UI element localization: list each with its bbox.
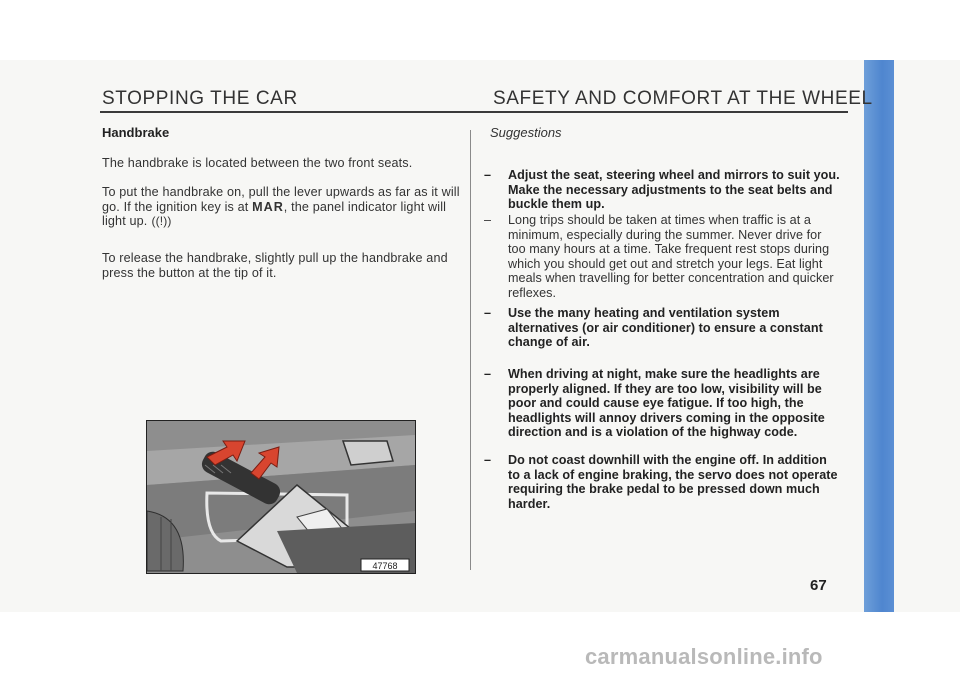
suggestion-text: Long trips should be taken at times when traffic is at a minimum, especially during the summer. Never drive for too many hours at a time. Take frequent rest stops during which you should get out and stretch your legs. Eat light meals when travelling for better concentration and quicker reflexes. <box>508 213 834 300</box>
page-number: 67 <box>810 577 827 594</box>
column-divider <box>470 130 471 570</box>
handbrake-location-paragraph: The handbrake is located between the two front seats. <box>102 156 413 170</box>
bullet-dash: – <box>484 213 492 227</box>
handbrake-release-paragraph: To release the handbrake, slightly pull up the handbrake and press the button at the tip of it. <box>102 251 448 280</box>
suggestion-text: Adjust the seat, steering wheel and mirrors to suit you. Make the necessary adjustments to the seat belts and buckle them up. <box>508 168 840 212</box>
bullet-dash: – <box>484 306 492 320</box>
apply-text-1: To put the handbrake on, pull the lever upwards as far as it will go. If the ignition key is at <box>102 185 460 214</box>
suggestion-text: When driving at night, make sure the headlights are properly aligned. If they are too low, visibility will be poor and could cause eye fatigue. If too high, the headlights will annoy drivers coming in the opposite direction and is a violation of the highway code. <box>508 367 825 440</box>
suggestion-item <box>484 453 842 511</box>
handbrake-drawing <box>147 421 415 573</box>
header-rule <box>100 111 848 113</box>
bullet-dash: – <box>484 367 492 381</box>
suggestion-item <box>484 213 842 301</box>
suggestion-text: Use the many heating and ventilation system alternatives (or air conditioner) to ensure a constant change of air. <box>508 306 823 350</box>
suggestion-text: Do not coast downhill with the engine off. In addition to a lack of engine braking, the servo does not operate requiring the brake pedal to be pressed down much harder. <box>508 453 838 511</box>
section-title-right: SAFETY AND COMFORT AT THE WHEEL <box>493 88 873 109</box>
handbrake-apply-paragraph <box>102 185 462 229</box>
section-title-left: STOPPING THE CAR <box>102 88 298 109</box>
ignition-position-mar: MAR <box>252 199 284 214</box>
suggestions-heading: Suggestions <box>490 125 562 140</box>
suggestion-item <box>484 168 842 212</box>
suggestion-item <box>484 306 842 350</box>
handbrake-illustration <box>146 420 416 574</box>
suggestion-item <box>484 367 842 440</box>
brake-warning-icon: ((!)) <box>151 214 172 229</box>
apply-text-2: , the panel indicator light will light up. <box>102 199 447 229</box>
figure-code: 47768 <box>372 561 398 571</box>
handbrake-heading: Handbrake <box>102 125 170 140</box>
bullet-dash: – <box>484 168 492 182</box>
watermark: carmanualsonline.info <box>585 644 823 669</box>
section-tab-marker <box>864 60 894 612</box>
bullet-dash: – <box>484 453 492 467</box>
